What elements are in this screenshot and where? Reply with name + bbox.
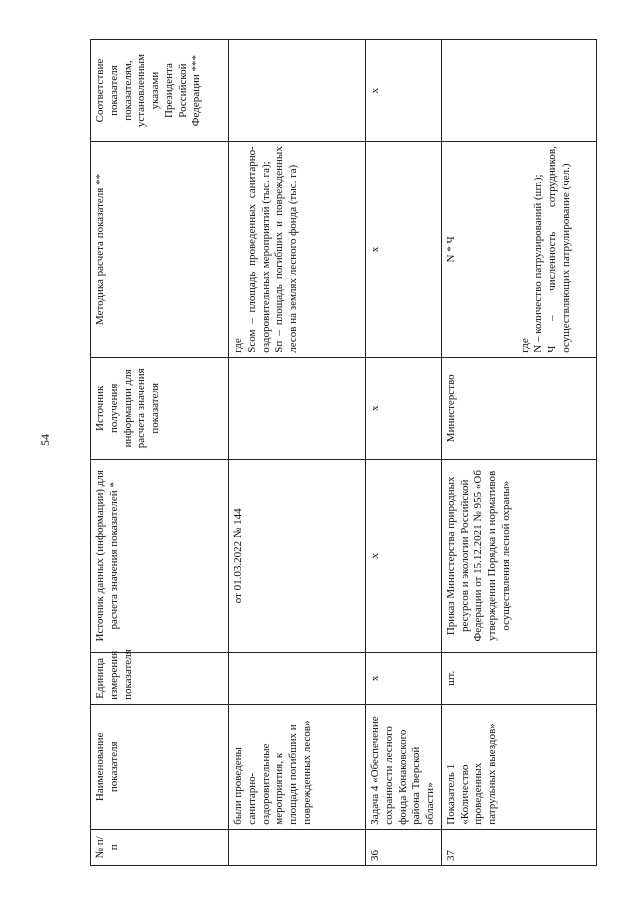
cell-unit: шт. xyxy=(441,652,596,704)
header-info-source: Источник получения информации для расчета значения показателя xyxy=(91,357,229,459)
table-row xyxy=(229,40,366,866)
cell-num: 36 xyxy=(366,829,442,865)
header-source: Источник данных (информации) для расчета значения показателей * xyxy=(91,459,229,652)
header-method: Методика расчета показателя ** xyxy=(91,142,229,358)
rotated-table-wrapper xyxy=(90,39,580,866)
method-text: Sсом – площадь проведенных санитарно-оздоровительных мероприятий (тыс. га); Sп – площадь погибших и поврежденных лесов на землях лесного фонда (тыс. га) xyxy=(245,146,299,353)
indicators-table xyxy=(90,39,597,866)
cell-name: Задача 4 «Обеспечение сохранности лесного фонда Конаковского района Тверской области» xyxy=(366,704,442,829)
table-row xyxy=(366,40,442,866)
cell-source: от 01.03.2022 № 144 xyxy=(229,459,366,652)
cell-source: х xyxy=(366,459,442,652)
cell-info-source: Министерство xyxy=(441,357,596,459)
cell-unit xyxy=(229,652,366,704)
cell-info-source xyxy=(229,357,366,459)
method-intro: где xyxy=(232,338,244,353)
method-intro: где xyxy=(518,338,531,353)
cell-info-source: х xyxy=(366,357,442,459)
method-gap xyxy=(459,146,519,353)
cell-num xyxy=(229,829,366,865)
header-num: № п/п xyxy=(91,829,229,865)
header-correspondence: Соответствие показателя показателям, установленным указами Президента Российской Федерации *** xyxy=(91,40,229,142)
cell-name: Показатель 1 «Количество проведенных патрульных выездов» xyxy=(441,704,596,829)
cell-correspondence xyxy=(441,40,596,142)
method-formula: N * Ч xyxy=(444,236,457,263)
table-row xyxy=(441,40,596,866)
cell-correspondence xyxy=(229,40,366,142)
header-name: Наименование показателя xyxy=(91,704,229,829)
cell-num: 37 xyxy=(441,829,596,865)
page-number: 54 xyxy=(38,434,52,446)
cell-method xyxy=(441,142,596,358)
header-unit: Единица измерения показателя xyxy=(91,652,229,704)
cell-unit: х xyxy=(366,652,442,704)
method-text: N – количество патрулирований (шт.); Ч – численность сотрудников, осуществляющих патрулирование (чел.) xyxy=(532,146,572,353)
table-header-row xyxy=(91,40,229,866)
cell-method xyxy=(229,142,366,358)
cell-name: были проведены санитарно-оздоровительные мероприятия, к площади погибших и поврежденных лесов» xyxy=(229,704,366,829)
cell-source: Приказ Министерства природных ресурсов и экологии Российской Федерации от 15.12.2021 № 955 «Об утверждении Порядка и нормативов осуществления лесной охраны» xyxy=(441,459,596,652)
cell-method: х xyxy=(366,142,442,358)
cell-correspondence: х xyxy=(366,40,442,142)
